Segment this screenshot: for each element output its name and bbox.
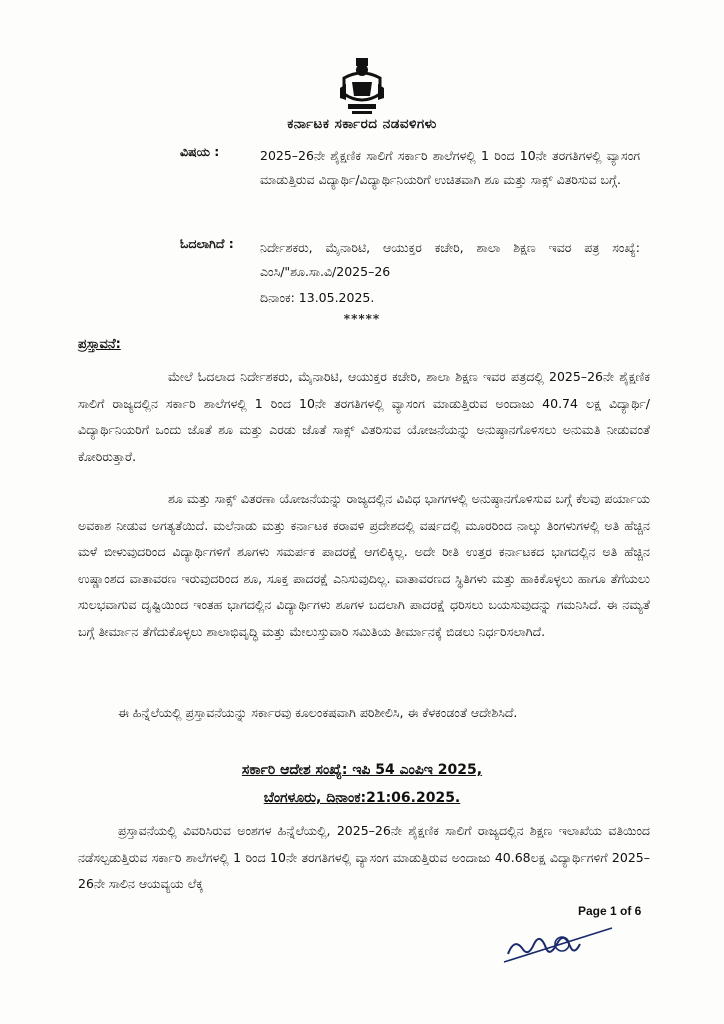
preamble-paragraph-2-text: ಶೂ ಮತ್ತು ಸಾಕ್ಸ್ ವಿತರಣಾ ಯೋಜನೆಯನ್ನು ರಾಜ್ಯದಲ್ಲಿನ ವಿವಿಧ ಭಾಗಗಳಲ್ಲಿ ಅನುಷ್ಠಾನಗೊಳಿಸುವ ಬಗ್ಗೆ ಕೆಲವು ಪರ್ಯಾಯ ಅವಕಾಶ ನೀಡುವ ಅಗತ್ಯತೆಯಿದೆ. ಮಲೆನಾಡು ಮತ್ತು ಕರ್ನಾಟಕ ಕರಾವಳಿ ಪ್ರದೇಶದಲ್ಲಿ ವರ್ಷದಲ್ಲಿ ಮೂರರಿಂದ ನಾಲ್ಕು ತಿಂಗಳುಗಳಲ್ಲಿ ಅತಿ ಹೆಚ್ಚಿನ ಮಳೆ ಬೀಳುವುದರಿಂದ ವಿದ್ಯಾರ್ಥಿಗಳಿಗೆ ಶೂಗಳು ಸಮರ್ಪಕ ಪಾದರಕ್ಷೆ ಆಗಲಿಕ್ಕಿಲ್ಲ. ಅದೇ ರೀತಿ ಉತ್ತರ ಕರ್ನಾಟಕದ ಭಾಗದಲ್ಲಿನ ಅತಿ ಹೆಚ್ಚಿನ ಉಷ್ಣಾಂಶದ ವಾತಾವರಣ ಇರುವುದರಿಂದ ಶೂ, ಸೂಕ್ತ ಪಾದರಕ್ಷೆ ಎನಿಸುವುದಿಲ್ಲ. ವಾತಾವರಣದ ಸ್ಥಿತಿಗಳು ಮತ್ತು ಹಾಕಿಕೊಳ್ಳಲು ಹಾಗೂ ತೆಗೆಯಲು ಸುಲಭವಾಗುವ ದೃಷ್ಟಿಯಿಂದ ಇಂತಹ ಭಾಗದಲ್ಲಿನ ವಿದ್ಯಾರ್ಥಿಗಳು ಶೂಗಳ ಬದಲಾಗಿ ಪಾದರಕ್ಷೆ ಧರಿಸಲು ಬಯಸುವುದನ್ನು ಗಮನಿಸಿದೆ. ಈ ನಮ್ಯತೆ ಬಗ್ಗೆ ತೀರ್ಮಾನ ತೆಗೆದುಕೊಳ್ಳಲು ಶಾಲಾಭಿವೃದ್ಧಿ ಮತ್ತು ಮೇಲುಸ್ತುವಾರಿ ಸಮಿತಿಯ ತೀರ್ಮಾನಕ್ಕೆ ಬಿಡಲು ನಿರ್ಧರಿಸಲಾಗಿದೆ.: [78, 491, 650, 639]
order-paragraph-1: [78, 818, 650, 898]
organization-title: ಕರ್ನಾಟಕ ಸರ್ಕಾರದ ನಡವಳಿಗಳು: [287, 116, 437, 132]
preamble-paragraph-1: [78, 364, 650, 470]
signature-icon: [500, 914, 620, 974]
reference-text: ನಿರ್ದೇಶಕರು, ಮೈನಾರಿಟಿ, ಆಯುಕ್ತರ ಕಚೇರಿ, ಶಾಲಾ ಶಿಕ್ಷಣ ಇವರ ಪತ್ರ ಸಂಖ್ಯೆ: ಎಂಸಿ/"ಶೂ.ಸಾ.ವಿ/2025–26: [260, 240, 640, 279]
order-place-date: ಬೆಂಗಳೂರು, ದಿನಾಂಕ:21:06.2025.: [263, 790, 461, 806]
state-emblem-icon: [330, 54, 394, 118]
order-paragraph-1-text: ಪ್ರಸ್ತಾವನೆಯಲ್ಲಿ ವಿವರಿಸಿರುವ ಅಂಶಗಳ ಹಿನ್ನೆಲೆಯಲ್ಲಿ, 2025–26ನೇ ಶೈಕ್ಷಣಿಕ ಸಾಲಿಗೆ ರಾಜ್ಯದಲ್ಲಿನ ಶಿಕ್ಷಣ ಇಲಾಖೆಯ ವತಿಯಿಂದ ನಡೆಸಲ್ಪಡುತ್ತಿರುವ ಸರ್ಕಾರಿ ಶಾಲೆಗಳಲ್ಲಿ 1 ರಿಂದ 10ನೇ ತರಗತಿಗಳಲ್ಲಿ ವ್ಯಾಸಂಗ ಮಾಡುತ್ತಿರುವ ಅಂದಾಜು 40.68ಲಕ್ಷ ವಿದ್ಯಾರ್ಥಿಗಳಿಗೆ 2025–26ನೇ ಸಾಲಿನ ಆಯವ್ಯಯ ಲೆಕ್ಕ: [78, 823, 650, 891]
separator: *****: [343, 312, 381, 326]
reference-label: ಓದಲಾಗಿದೆ :: [180, 236, 234, 251]
subject-text: 2025–26ನೇ ಶೈಕ್ಷಣಿಕ ಸಾಲಿಗೆ ಸರ್ಕಾರಿ ಶಾಲೆಗಳಲ್ಲಿ 1 ರಿಂದ 10ನೇ ತರಗತಿಗಳಲ್ಲಿ ವ್ಯಾಸಂಗ ಮಾಡುತ್ತಿರುವ ವಿದ್ಯಾರ್ಥಿ/ವಿದ್ಯಾರ್ಥಿನಿಯರಿಗೆ ಉಚಿತವಾಗಿ ಶೂ ಮತ್ತು ಸಾಕ್ಸ್ ವಿತರಿಸುವ ಬಗ್ಗೆ.: [260, 148, 640, 187]
preamble-paragraph-1-text: ಮೇಲೆ ಓದಲಾದ ನಿರ್ದೇಶಕರು, ಮೈನಾರಿಟಿ, ಆಯುಕ್ತರ ಕಚೇರಿ, ಶಾಲಾ ಶಿಕ್ಷಣ ಇವರ ಪತ್ರದಲ್ಲಿ 2025–26ನೇ ಶೈಕ್ಷಣಿಕ ಸಾಲಿಗೆ ರಾಜ್ಯದಲ್ಲಿನ ಸರ್ಕಾರಿ ಶಾಲೆಗಳಲ್ಲಿ 1 ರಿಂದ 10ನೇ ತರಗತಿಗಳಲ್ಲಿ ವ್ಯಾಸಂಗ ಮಾಡುತ್ತಿರುವ ಅಂದಾಜು 40.74 ಲಕ್ಷ ವಿದ್ಯಾರ್ಥಿ/ವಿದ್ಯಾರ್ಥಿನಿಯರಿಗೆ ಒಂದು ಜೊತೆ ಶೂ ಮತ್ತು ಎರಡು ಜೊತೆ ಸಾಕ್ಸ್ ವಿತರಿಸುವ ಯೋಜನೆಯನ್ನು ಅನುಷ್ಠಾನಗೊಳಿಸಲು ಅನುಮತಿ ನೀಡುವಂತೆ ಕೋರಿರುತ್ತಾರೆ.: [78, 369, 650, 464]
page-number: Page 1 of 6: [578, 904, 642, 918]
preamble-heading: ಪ್ರಸ್ತಾವನೆ:: [78, 337, 121, 352]
preamble-paragraph-2: [78, 486, 650, 645]
reference-date: ದಿನಾಂಕ: 13.05.2025.: [260, 290, 375, 305]
preamble-paragraph-3: [78, 700, 650, 727]
subject-label: ವಿಷಯ :: [180, 144, 220, 159]
order-number: ಸರ್ಕಾರಿ ಆದೇಶ ಸಂಖ್ಯೆ: ಇಪಿ 54 ಎಂಪಿಇ 2025,: [241, 762, 483, 778]
preamble-paragraph-3-text: ಈ ಹಿನ್ನೆಲೆಯಲ್ಲಿ ಪ್ರಸ್ತಾವನೆಯನ್ನು ಸರ್ಕಾರವು ಕೂಲಂಕಷವಾಗಿ ಪರಿಶೀಲಿಸಿ, ಈ ಕೆಳಕಂಡಂತೆ ಆದೇಶಿಸಿದೆ.: [118, 705, 518, 720]
